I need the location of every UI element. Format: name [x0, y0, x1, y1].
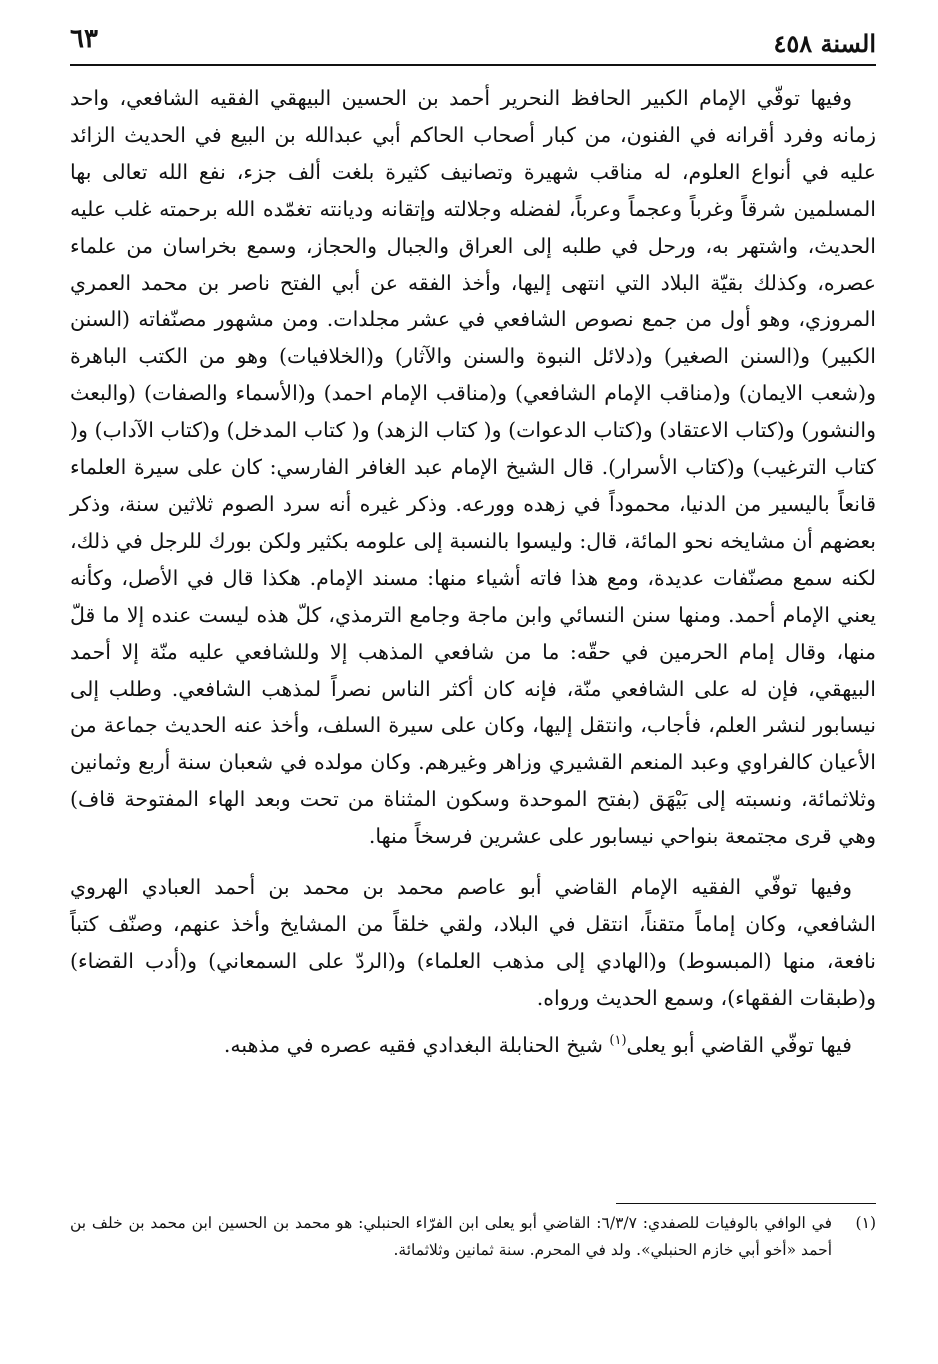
footnote-number: (١)	[855, 1214, 876, 1232]
paragraph-abu-yala-start: فيها توفّي القاضي أبو يعلى	[626, 1032, 852, 1057]
running-head-title: السنة ٤٥٨	[773, 29, 876, 58]
footnotes	[70, 1210, 876, 1264]
page-number: ٦٣	[70, 24, 98, 54]
footnote-separator	[616, 1203, 876, 1204]
footnote-reference: (١)	[609, 1032, 627, 1048]
footnote	[70, 1210, 876, 1264]
paragraph-abu-yala	[70, 1027, 876, 1064]
main-text	[70, 80, 876, 1064]
paragraph-abu-yala-end: شيخ الحنابلة البغدادي فقيه عصره في مذهبه.	[223, 1032, 610, 1057]
paragraph-bayhaqi: وفيها توفّي الإمام الكبير الحافظ النحرير أحمد بن الحسين البيهقي الفقيه الشافعي، واحد زمانه وفرد أقرانه في الفنون، من كبار أصحاب الحاكم أبي عبدالله بن البيع في الحديث الزائد عليه في أنواع العلوم، له مناقب شهيرة وتصانيف كثيرة بلغت ألف جزء، نفع الله تعالى بها المسلمين شرقاً وغرباً وعجماً وعرباً، لفضله وجلالته وإتقانه وديانته تغمّده الله برحمته غلب عليه الحديث، واشتهر به، ورحل في طلبه إلى العراق والجبال والحجاز، وسمع بخراسان من علماء عصره، وكذلك بقيّة البلاد التي انتهى إليها، وأخذ الفقه عن أبي الفتح ناصر بن محمد العمري المروزي، وهو أول من جمع نصوص الشافعي في عشر مجلدات. ومن مشهور مصنّفاته (السنن الكبير) و(السنن الصغير) و(دلائل النبوة والسنن والآثار) و(الخلافيات) وهو من الكتب الباهرة و(شعب الايمان) و(مناقب الإمام الشافعي) و(مناقب الإمام احمد) و(الأسماء والصفات) (والبعث والنشور) و(كتاب الاعتقاد) و(كتاب الدعوات) و( كتاب الزهد) و( كتاب المدخل) و(كتاب الآداب) و( كتاب الترغيب) و(كتاب الأسرار). قال الشيخ الإمام عبد الغافر الفارسي: كان على سيرة العلماء قانعاً باليسير من الدنيا، محموداً في زهده وورعه. وذكر غيره أنه سرد الصوم ثلاثين سنة، وذكر بعضهم أن مشايخه نحو المائة، قال: وليسوا بالنسبة إلى علومه بكثير ولكن بورك للرجل في ذلك، لكنه سمع مصنّفات عديدة، ومع هذا فاته أشياء منها: مسند الإمام. هكذا قال في الأصل، وكأنه يعني الإمام أحمد. ومنها سنن النسائي وابن ماجة وجامع الترمذي، كلّ هذه ليست عنده إلا ما قلّ منها، وقال إمام الحرمين في حقّه: ما من شافعي المذهب إلا وللشافعي عليه منّة إلا أحمد البيهقي، فإن له على الشافعي منّة، فإنه كان أكثر الناس نصراً لمذهب الشافعي. وطلب إلى نيسابور لنشر العلم، فأجاب، وانتقل إليها، وكان على سيرة السلف، وأخذ عنه الحديث جماعة من الأعيان كالفراوي وعبد المنعم القشيري وزاهر وغيرهم. وكان مولده في شعبان سنة أربع وثمانين وثلاثمائة، ونسبته إلى بَيْهَق (بفتح الموحدة وسكون المثناة من تحت وبعد الهاء المفتوحة قاف) وهي قرى مجتمعة بنواحي نيسابور على عشرين فرسخاً منها.	[70, 86, 876, 849]
header-rule	[70, 64, 876, 66]
footnote-text: في الوافي بالوفيات للصفدي: ٦/٣/٧: القاضي أبو يعلى ابن الفرّاء الحنبلي: هو محمد بن الحسين ابن محمد بن خلف بن أحمد «أخو أبي خازم الحنبلي». ولد في المحرم. سنة ثمانين وثلاثمائة.	[70, 1214, 832, 1259]
running-head	[70, 18, 876, 62]
paragraph-abu-asim: وفيها توفّي الفقيه الإمام القاضي أبو عاصم محمد بن محمد بن أحمد العبادي الهروي الشافعي، وكان إماماً متقناً، انتقل في البلاد، ولقي خلقاً من المشايخ وأخذ عنهم، وصنّف كتباً نافعة، منها (المبسوط) و(الهادي إلى مذهب العلماء) و(الردّ على السمعاني) و(أدب القضاء) و(طبقات الفقهاء)، وسمع الحديث ورواه.	[70, 875, 876, 1010]
